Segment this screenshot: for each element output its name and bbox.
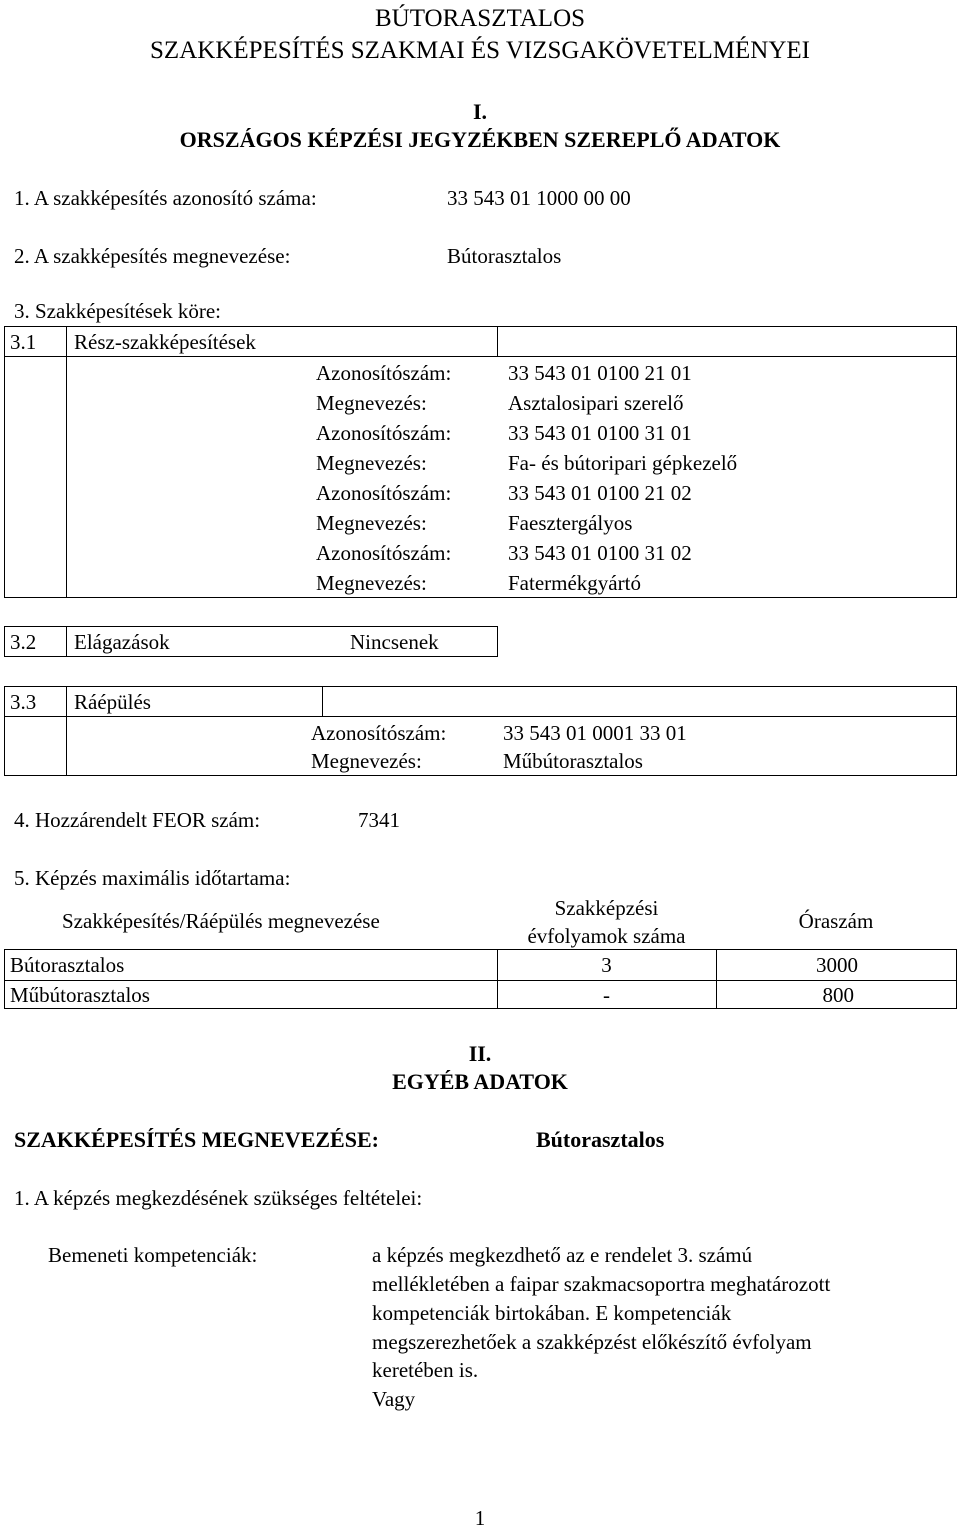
builds-title: Ráépülés xyxy=(74,690,151,714)
partial-title: Rész-szakképesítések xyxy=(74,330,256,354)
document-title-line1: BÚTORASZTALOS xyxy=(374,5,586,32)
duration-col-years-header-line2: évfolyamok száma xyxy=(527,924,686,948)
partial-row-value: 33 543 01 0100 21 02 xyxy=(508,481,692,505)
partial-row-value: Asztalosipari szerelő xyxy=(508,391,684,415)
partial-row-label: Megnevezés: xyxy=(316,391,427,415)
partial-row-value: 33 543 01 0100 31 02 xyxy=(508,541,692,565)
duration-label: 5. Képzés maximális időtartama: xyxy=(14,866,291,890)
qualification-name-value: Bútorasztalos xyxy=(536,1127,665,1152)
branches-title: Elágazások xyxy=(74,630,170,654)
duration-row-hours: 3000 xyxy=(816,953,858,977)
duration-row-hours: 800 xyxy=(822,983,854,1007)
partial-row-label: Megnevezés: xyxy=(316,571,427,595)
branches-number: 3.2 xyxy=(10,630,37,654)
competencies-line: keretében is. xyxy=(372,1358,479,1382)
builds-row-label: Azonosítószám: xyxy=(311,721,447,745)
item2-value: Bútorasztalos xyxy=(447,244,562,268)
section1-number: I. xyxy=(472,99,488,124)
duration-col-hours-header: Óraszám xyxy=(798,909,874,933)
competencies-line: kompetenciák birtokában. E kompetenciák xyxy=(372,1301,732,1325)
competencies-line: megszerezhetőek a szakképzést előkészítő évfolyam xyxy=(372,1330,812,1354)
section1-title: ORSZÁGOS KÉPZÉSI JEGYZÉKBEN SZEREPLŐ ADATOK xyxy=(179,127,781,152)
document-title-line2: SZAKKÉPESÍTÉS SZAKMAI ÉS VIZSGAKÖVETELMÉNYEI xyxy=(150,37,810,64)
builds-number: 3.3 xyxy=(10,690,37,714)
partial-row-label: Megnevezés: xyxy=(316,451,427,475)
partial-row-value: Fa- és bútoripari gépkezelő xyxy=(508,451,738,475)
builds-row-value: Műbútorasztalos xyxy=(503,749,643,773)
item3-label: 3. Szakképesítések köre: xyxy=(14,299,222,323)
builds-row-value: 33 543 01 0001 33 01 xyxy=(503,721,687,745)
partial-row-value: Faesztergályos xyxy=(508,511,633,535)
item1-label: 1. A szakképesítés azonosító száma: xyxy=(14,186,317,210)
partial-row-label: Azonosítószám: xyxy=(316,421,452,445)
partial-row-label: Megnevezés: xyxy=(316,511,427,535)
duration-row-name: Bútorasztalos xyxy=(10,953,125,977)
requirements-label: 1. A képzés megkezdésének szükséges feltételei: xyxy=(14,1186,423,1210)
partial-row-label: Azonosítószám: xyxy=(316,481,452,505)
feor-label: 4. Hozzárendelt FEOR szám: xyxy=(14,808,261,832)
builds-row-label: Megnevezés: xyxy=(311,749,422,773)
branches-value: Nincsenek xyxy=(350,630,439,654)
competencies-line: a képzés megkezdhető az e rendelet 3. számú xyxy=(372,1243,753,1267)
item1-value: 33 543 01 1000 00 00 xyxy=(447,186,631,210)
feor-value: 7341 xyxy=(358,808,400,832)
duration-col-years-header-line1: Szakképzési xyxy=(554,896,659,920)
partial-row-value: 33 543 01 0100 31 01 xyxy=(508,421,692,445)
item2-label: 2. A szakképesítés megnevezése: xyxy=(14,244,291,268)
page-number: 1 xyxy=(474,1506,486,1530)
competencies-line: Vagy xyxy=(372,1387,416,1411)
partial-row-value: 33 543 01 0100 21 01 xyxy=(508,361,692,385)
partial-row-label: Azonosítószám: xyxy=(316,541,452,565)
duration-row-years: - xyxy=(603,983,610,1007)
duration-row-name: Műbútorasztalos xyxy=(10,983,150,1007)
partial-number: 3.1 xyxy=(10,330,37,354)
duration-row-years: 3 xyxy=(601,953,612,977)
partial-row-value: Fatermékgyártó xyxy=(508,571,641,595)
duration-col-name-header: Szakképesítés/Ráépülés megnevezése xyxy=(62,909,380,933)
section2-number: II. xyxy=(468,1041,492,1066)
competencies-label: Bemeneti kompetenciák: xyxy=(48,1243,258,1267)
qualification-name-label: SZAKKÉPESÍTÉS MEGNEVEZÉSE: xyxy=(14,1127,379,1152)
section2-title: EGYÉB ADATOK xyxy=(392,1069,568,1094)
competencies-line: mellékletében a faipar szakmacsoportra meghatározott xyxy=(372,1272,831,1296)
partial-row-label: Azonosítószám: xyxy=(316,361,452,385)
